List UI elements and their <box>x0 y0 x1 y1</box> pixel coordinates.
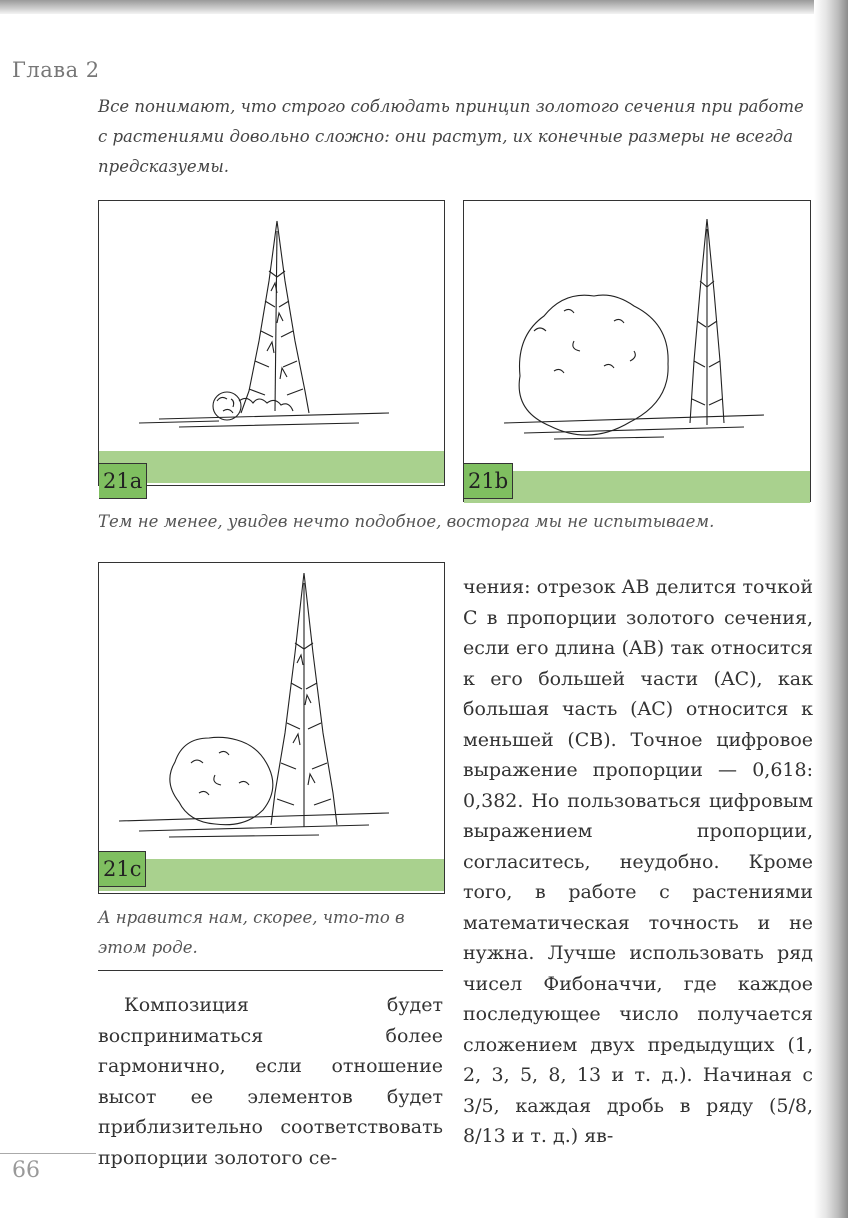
body-column-right <box>463 572 813 1152</box>
figure-21b <box>463 200 811 502</box>
figure-label-21c: 21c <box>99 851 146 887</box>
figure-caption-21c: А нравится нам, скорее, что-то в этом роде. <box>98 908 405 957</box>
figure-21a <box>98 200 445 493</box>
illustration-cypress-small-shrub <box>99 201 444 485</box>
body-column-left <box>98 990 443 1173</box>
figure-21c <box>98 562 445 894</box>
figure-label-bar <box>99 859 444 891</box>
figure-label-21a: 21a <box>99 463 147 499</box>
scan-edge-right <box>814 0 848 1218</box>
figure-caption-21ab: Тем не менее, увидев нечто подобное, восторга мы не испытываем. <box>98 512 715 531</box>
intro-paragraph: Все понимают, что строго соблюдать принцип золотого сечения при работе с растениями довольно сложно: они растут, их конечные размеры не всегда предсказуемы. <box>98 97 804 176</box>
caption-divider <box>98 970 443 971</box>
page-number: 66 <box>12 1158 40 1183</box>
figure-label-21b: 21b <box>464 463 513 499</box>
chapter-heading: Глава 2 <box>12 58 100 82</box>
figure-label-bar <box>464 471 810 503</box>
page-number-rule <box>0 1153 96 1154</box>
illustration-large-shrub-narrow-cypress <box>464 201 810 501</box>
body-paragraph-left: Композиция будет восприниматься более гармонично, если отношение высот ее элементов будет приблизительно соответствовать пропорции золотого се- <box>98 994 443 1169</box>
scan-edge-top <box>0 0 828 14</box>
illustration-shrub-and-tall-cypress <box>99 563 444 893</box>
body-paragraph-right: чения: отрезок AB делится точкой C в пропорции золотого сечения, если его длина (AB) так относится к его большей части (AC), как большая часть (AC) относится к меньшей (CB). Точное цифровое выражение пропорции — 0,618: 0,382. Но пользоваться цифровым выражением пропорции, согласитесь, неудобно. Кроме того, в работе с растениями математическая точность и не нужна. Лучше использовать ряд чисел Фибоначчи, где каждое последующее число получается сложением двух предыдущих (1, 2, 3, 5, 8, 13 и т. д.). Начиная с 3/5, каждая дробь в ряду (5/8, 8/13 и т. д.) яв- <box>463 576 813 1147</box>
figure-label-bar <box>99 451 444 483</box>
